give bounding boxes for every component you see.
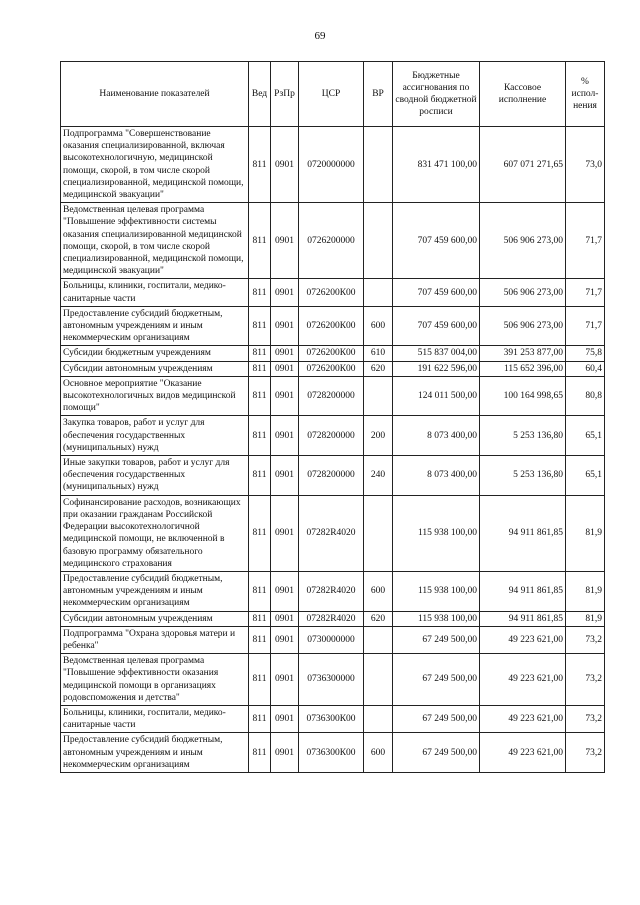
page-number: 69 bbox=[314, 30, 326, 42]
row-cash-execution-cell: 94 911 861,85 bbox=[480, 495, 566, 571]
row-name-cell: Предоставление субсидий бюджетным, автономным учреждениям и иным некоммерческим организациям bbox=[61, 733, 249, 773]
row-csr-cell: 0726200К00 bbox=[299, 306, 364, 346]
row-vr-cell bbox=[364, 376, 393, 416]
row-rzpr-cell: 0901 bbox=[271, 654, 299, 706]
table-row bbox=[61, 705, 605, 732]
row-assignments-cell: 707 459 600,00 bbox=[393, 279, 480, 306]
row-assignments-cell: 115 938 100,00 bbox=[393, 571, 480, 611]
row-cash-execution-cell: 506 906 273,00 bbox=[480, 306, 566, 346]
table-row bbox=[61, 127, 605, 203]
row-csr-cell: 0726200000 bbox=[299, 203, 364, 279]
row-csr-cell: 0728200000 bbox=[299, 456, 364, 496]
row-cash-execution-cell: 49 223 621,00 bbox=[480, 654, 566, 706]
row-name-cell: Больницы, клиники, госпитали, медико-санитарные части bbox=[61, 279, 249, 306]
row-name-cell: Подпрограмма "Охрана здоровья матери и ребенка" bbox=[61, 626, 249, 653]
row-ved-cell: 811 bbox=[249, 361, 271, 376]
row-vr-cell bbox=[364, 654, 393, 706]
row-vr-cell: 600 bbox=[364, 733, 393, 773]
row-execution-percent-cell: 73,2 bbox=[566, 654, 605, 706]
row-cash-execution-cell: 49 223 621,00 bbox=[480, 626, 566, 653]
row-name-cell: Подпрограмма "Совершенствование оказания специализированной, включая высокотехнологичную, медицинской помощи, скорой, в том числе скорой специализированной, медицинской помощи, медицинской эвакуации" bbox=[61, 127, 249, 203]
table-row bbox=[61, 279, 605, 306]
row-cash-execution-cell: 49 223 621,00 bbox=[480, 733, 566, 773]
row-csr-cell: 0728200000 bbox=[299, 376, 364, 416]
row-rzpr-cell: 0901 bbox=[271, 203, 299, 279]
row-ved-cell: 811 bbox=[249, 733, 271, 773]
row-rzpr-cell: 0901 bbox=[271, 416, 299, 456]
row-vr-cell: 610 bbox=[364, 346, 393, 361]
row-csr-cell: 0736300К00 bbox=[299, 733, 364, 773]
row-vr-cell bbox=[364, 127, 393, 203]
table-row bbox=[61, 571, 605, 611]
row-vr-cell bbox=[364, 203, 393, 279]
row-execution-percent-cell: 71,7 bbox=[566, 279, 605, 306]
table-row bbox=[61, 456, 605, 496]
row-vr-cell: 200 bbox=[364, 416, 393, 456]
row-csr-cell: 0730000000 bbox=[299, 626, 364, 653]
row-ved-cell: 811 bbox=[249, 416, 271, 456]
table-header-row bbox=[61, 62, 605, 127]
row-execution-percent-cell: 73,2 bbox=[566, 733, 605, 773]
row-rzpr-cell: 0901 bbox=[271, 626, 299, 653]
row-ved-cell: 811 bbox=[249, 495, 271, 571]
row-cash-execution-cell: 506 906 273,00 bbox=[480, 279, 566, 306]
row-assignments-cell: 515 837 004,00 bbox=[393, 346, 480, 361]
row-cash-execution-cell: 5 253 136,80 bbox=[480, 416, 566, 456]
row-cash-execution-cell: 49 223 621,00 bbox=[480, 705, 566, 732]
row-rzpr-cell: 0901 bbox=[271, 456, 299, 496]
row-execution-percent-cell: 81,9 bbox=[566, 571, 605, 611]
table-row bbox=[61, 733, 605, 773]
row-ved-cell: 811 bbox=[249, 376, 271, 416]
table-body bbox=[61, 127, 605, 773]
row-ved-cell: 811 bbox=[249, 346, 271, 361]
row-name-cell: Закупка товаров, работ и услуг для обеспечения государственных (муниципальных) нужд bbox=[61, 416, 249, 456]
budget-execution-table bbox=[60, 61, 605, 773]
row-ved-cell: 811 bbox=[249, 571, 271, 611]
row-execution-percent-cell: 60,4 bbox=[566, 361, 605, 376]
column-header-execution-percent: % испол-нения bbox=[566, 62, 605, 127]
row-rzpr-cell: 0901 bbox=[271, 495, 299, 571]
row-assignments-cell: 707 459 600,00 bbox=[393, 306, 480, 346]
row-cash-execution-cell: 115 652 396,00 bbox=[480, 361, 566, 376]
row-csr-cell: 0736300000 bbox=[299, 654, 364, 706]
row-vr-cell bbox=[364, 495, 393, 571]
row-ved-cell: 811 bbox=[249, 705, 271, 732]
column-header-rzpr: РзПр bbox=[271, 62, 299, 127]
row-execution-percent-cell: 73,0 bbox=[566, 127, 605, 203]
row-assignments-cell: 707 459 600,00 bbox=[393, 203, 480, 279]
row-name-cell: Предоставление субсидий бюджетным, автономным учреждениям и иным некоммерческим организациям bbox=[61, 571, 249, 611]
row-csr-cell: 0726200К00 bbox=[299, 279, 364, 306]
row-assignments-cell: 8 073 400,00 bbox=[393, 456, 480, 496]
row-execution-percent-cell: 81,9 bbox=[566, 611, 605, 626]
row-assignments-cell: 115 938 100,00 bbox=[393, 611, 480, 626]
row-ved-cell: 811 bbox=[249, 279, 271, 306]
column-header-assignments: Бюджетные ассигнования по сводной бюджетной росписи bbox=[393, 62, 480, 127]
row-execution-percent-cell: 81,9 bbox=[566, 495, 605, 571]
table-row bbox=[61, 416, 605, 456]
row-execution-percent-cell: 65,1 bbox=[566, 456, 605, 496]
row-ved-cell: 811 bbox=[249, 127, 271, 203]
table-row bbox=[61, 654, 605, 706]
row-rzpr-cell: 0901 bbox=[271, 346, 299, 361]
column-header-cash-execution: Кассовое исполнение bbox=[480, 62, 566, 127]
row-name-cell: Субсидии бюджетным учреждениям bbox=[61, 346, 249, 361]
row-assignments-cell: 67 249 500,00 bbox=[393, 654, 480, 706]
row-assignments-cell: 67 249 500,00 bbox=[393, 733, 480, 773]
row-assignments-cell: 191 622 596,00 bbox=[393, 361, 480, 376]
column-header-csr: ЦСР bbox=[299, 62, 364, 127]
row-rzpr-cell: 0901 bbox=[271, 279, 299, 306]
row-ved-cell: 811 bbox=[249, 456, 271, 496]
table-row bbox=[61, 306, 605, 346]
table-row bbox=[61, 626, 605, 653]
row-rzpr-cell: 0901 bbox=[271, 127, 299, 203]
row-rzpr-cell: 0901 bbox=[271, 361, 299, 376]
row-ved-cell: 811 bbox=[249, 203, 271, 279]
row-csr-cell: 0736300К00 bbox=[299, 705, 364, 732]
table-row bbox=[61, 495, 605, 571]
column-header-name: Наименование показателей bbox=[61, 62, 249, 127]
row-csr-cell: 07282R4020 bbox=[299, 611, 364, 626]
row-vr-cell bbox=[364, 626, 393, 653]
row-name-cell: Больницы, клиники, госпитали, медико-санитарные части bbox=[61, 705, 249, 732]
row-name-cell: Софинансирование расходов, возникающих при оказании гражданам Российской Федерации высокотехнологичной медицинской помощи, не включенной в базовую программу обязательного медицинского страхования bbox=[61, 495, 249, 571]
row-csr-cell: 0726200К00 bbox=[299, 346, 364, 361]
table-row bbox=[61, 346, 605, 361]
row-ved-cell: 811 bbox=[249, 611, 271, 626]
row-name-cell: Субсидии автономным учреждениям bbox=[61, 611, 249, 626]
row-cash-execution-cell: 391 253 877,00 bbox=[480, 346, 566, 361]
row-name-cell: Предоставление субсидий бюджетным, автономным учреждениям и иным некоммерческим организациям bbox=[61, 306, 249, 346]
row-csr-cell: 07282R4020 bbox=[299, 495, 364, 571]
row-cash-execution-cell: 607 071 271,65 bbox=[480, 127, 566, 203]
row-assignments-cell: 115 938 100,00 bbox=[393, 495, 480, 571]
table-row bbox=[61, 611, 605, 626]
row-cash-execution-cell: 506 906 273,00 bbox=[480, 203, 566, 279]
row-rzpr-cell: 0901 bbox=[271, 733, 299, 773]
table-row bbox=[61, 203, 605, 279]
row-csr-cell: 0728200000 bbox=[299, 416, 364, 456]
row-rzpr-cell: 0901 bbox=[271, 376, 299, 416]
row-name-cell: Ведомственная целевая программа "Повышение эффективности системы оказания специализированной медицинской помощи, скорой, в том числе скорой специализированной, медицинской помощи, медицинской эвакуации" bbox=[61, 203, 249, 279]
row-vr-cell bbox=[364, 279, 393, 306]
row-cash-execution-cell: 100 164 998,65 bbox=[480, 376, 566, 416]
row-assignments-cell: 67 249 500,00 bbox=[393, 626, 480, 653]
row-cash-execution-cell: 94 911 861,85 bbox=[480, 571, 566, 611]
row-rzpr-cell: 0901 bbox=[271, 705, 299, 732]
column-header-ved: Вед bbox=[249, 62, 271, 127]
row-vr-cell: 620 bbox=[364, 611, 393, 626]
row-execution-percent-cell: 71,7 bbox=[566, 203, 605, 279]
row-vr-cell: 240 bbox=[364, 456, 393, 496]
row-csr-cell: 0726200К00 bbox=[299, 361, 364, 376]
row-execution-percent-cell: 73,2 bbox=[566, 705, 605, 732]
row-execution-percent-cell: 75,8 bbox=[566, 346, 605, 361]
row-execution-percent-cell: 71,7 bbox=[566, 306, 605, 346]
row-execution-percent-cell: 80,8 bbox=[566, 376, 605, 416]
row-vr-cell: 620 bbox=[364, 361, 393, 376]
row-csr-cell: 0720000000 bbox=[299, 127, 364, 203]
row-csr-cell: 07282R4020 bbox=[299, 571, 364, 611]
row-cash-execution-cell: 5 253 136,80 bbox=[480, 456, 566, 496]
row-name-cell: Ведомственная целевая программа "Повышение эффективности оказания медицинской помощи в организациях родовспоможения и детства" bbox=[61, 654, 249, 706]
row-assignments-cell: 124 011 500,00 bbox=[393, 376, 480, 416]
row-assignments-cell: 831 471 100,00 bbox=[393, 127, 480, 203]
row-execution-percent-cell: 73,2 bbox=[566, 626, 605, 653]
row-vr-cell: 600 bbox=[364, 571, 393, 611]
row-name-cell: Иные закупки товаров, работ и услуг для обеспечения государственных (муниципальных) нужд bbox=[61, 456, 249, 496]
row-assignments-cell: 67 249 500,00 bbox=[393, 705, 480, 732]
row-assignments-cell: 8 073 400,00 bbox=[393, 416, 480, 456]
table-row bbox=[61, 361, 605, 376]
row-rzpr-cell: 0901 bbox=[271, 571, 299, 611]
row-cash-execution-cell: 94 911 861,85 bbox=[480, 611, 566, 626]
row-ved-cell: 811 bbox=[249, 626, 271, 653]
row-vr-cell: 600 bbox=[364, 306, 393, 346]
row-ved-cell: 811 bbox=[249, 306, 271, 346]
column-header-vr: ВР bbox=[364, 62, 393, 127]
row-vr-cell bbox=[364, 705, 393, 732]
row-name-cell: Субсидии автономным учреждениям bbox=[61, 361, 249, 376]
row-execution-percent-cell: 65,1 bbox=[566, 416, 605, 456]
row-name-cell: Основное мероприятие "Оказание высокотехнологичных видов медицинской помощи" bbox=[61, 376, 249, 416]
row-rzpr-cell: 0901 bbox=[271, 306, 299, 346]
row-rzpr-cell: 0901 bbox=[271, 611, 299, 626]
table-row bbox=[61, 376, 605, 416]
row-ved-cell: 811 bbox=[249, 654, 271, 706]
